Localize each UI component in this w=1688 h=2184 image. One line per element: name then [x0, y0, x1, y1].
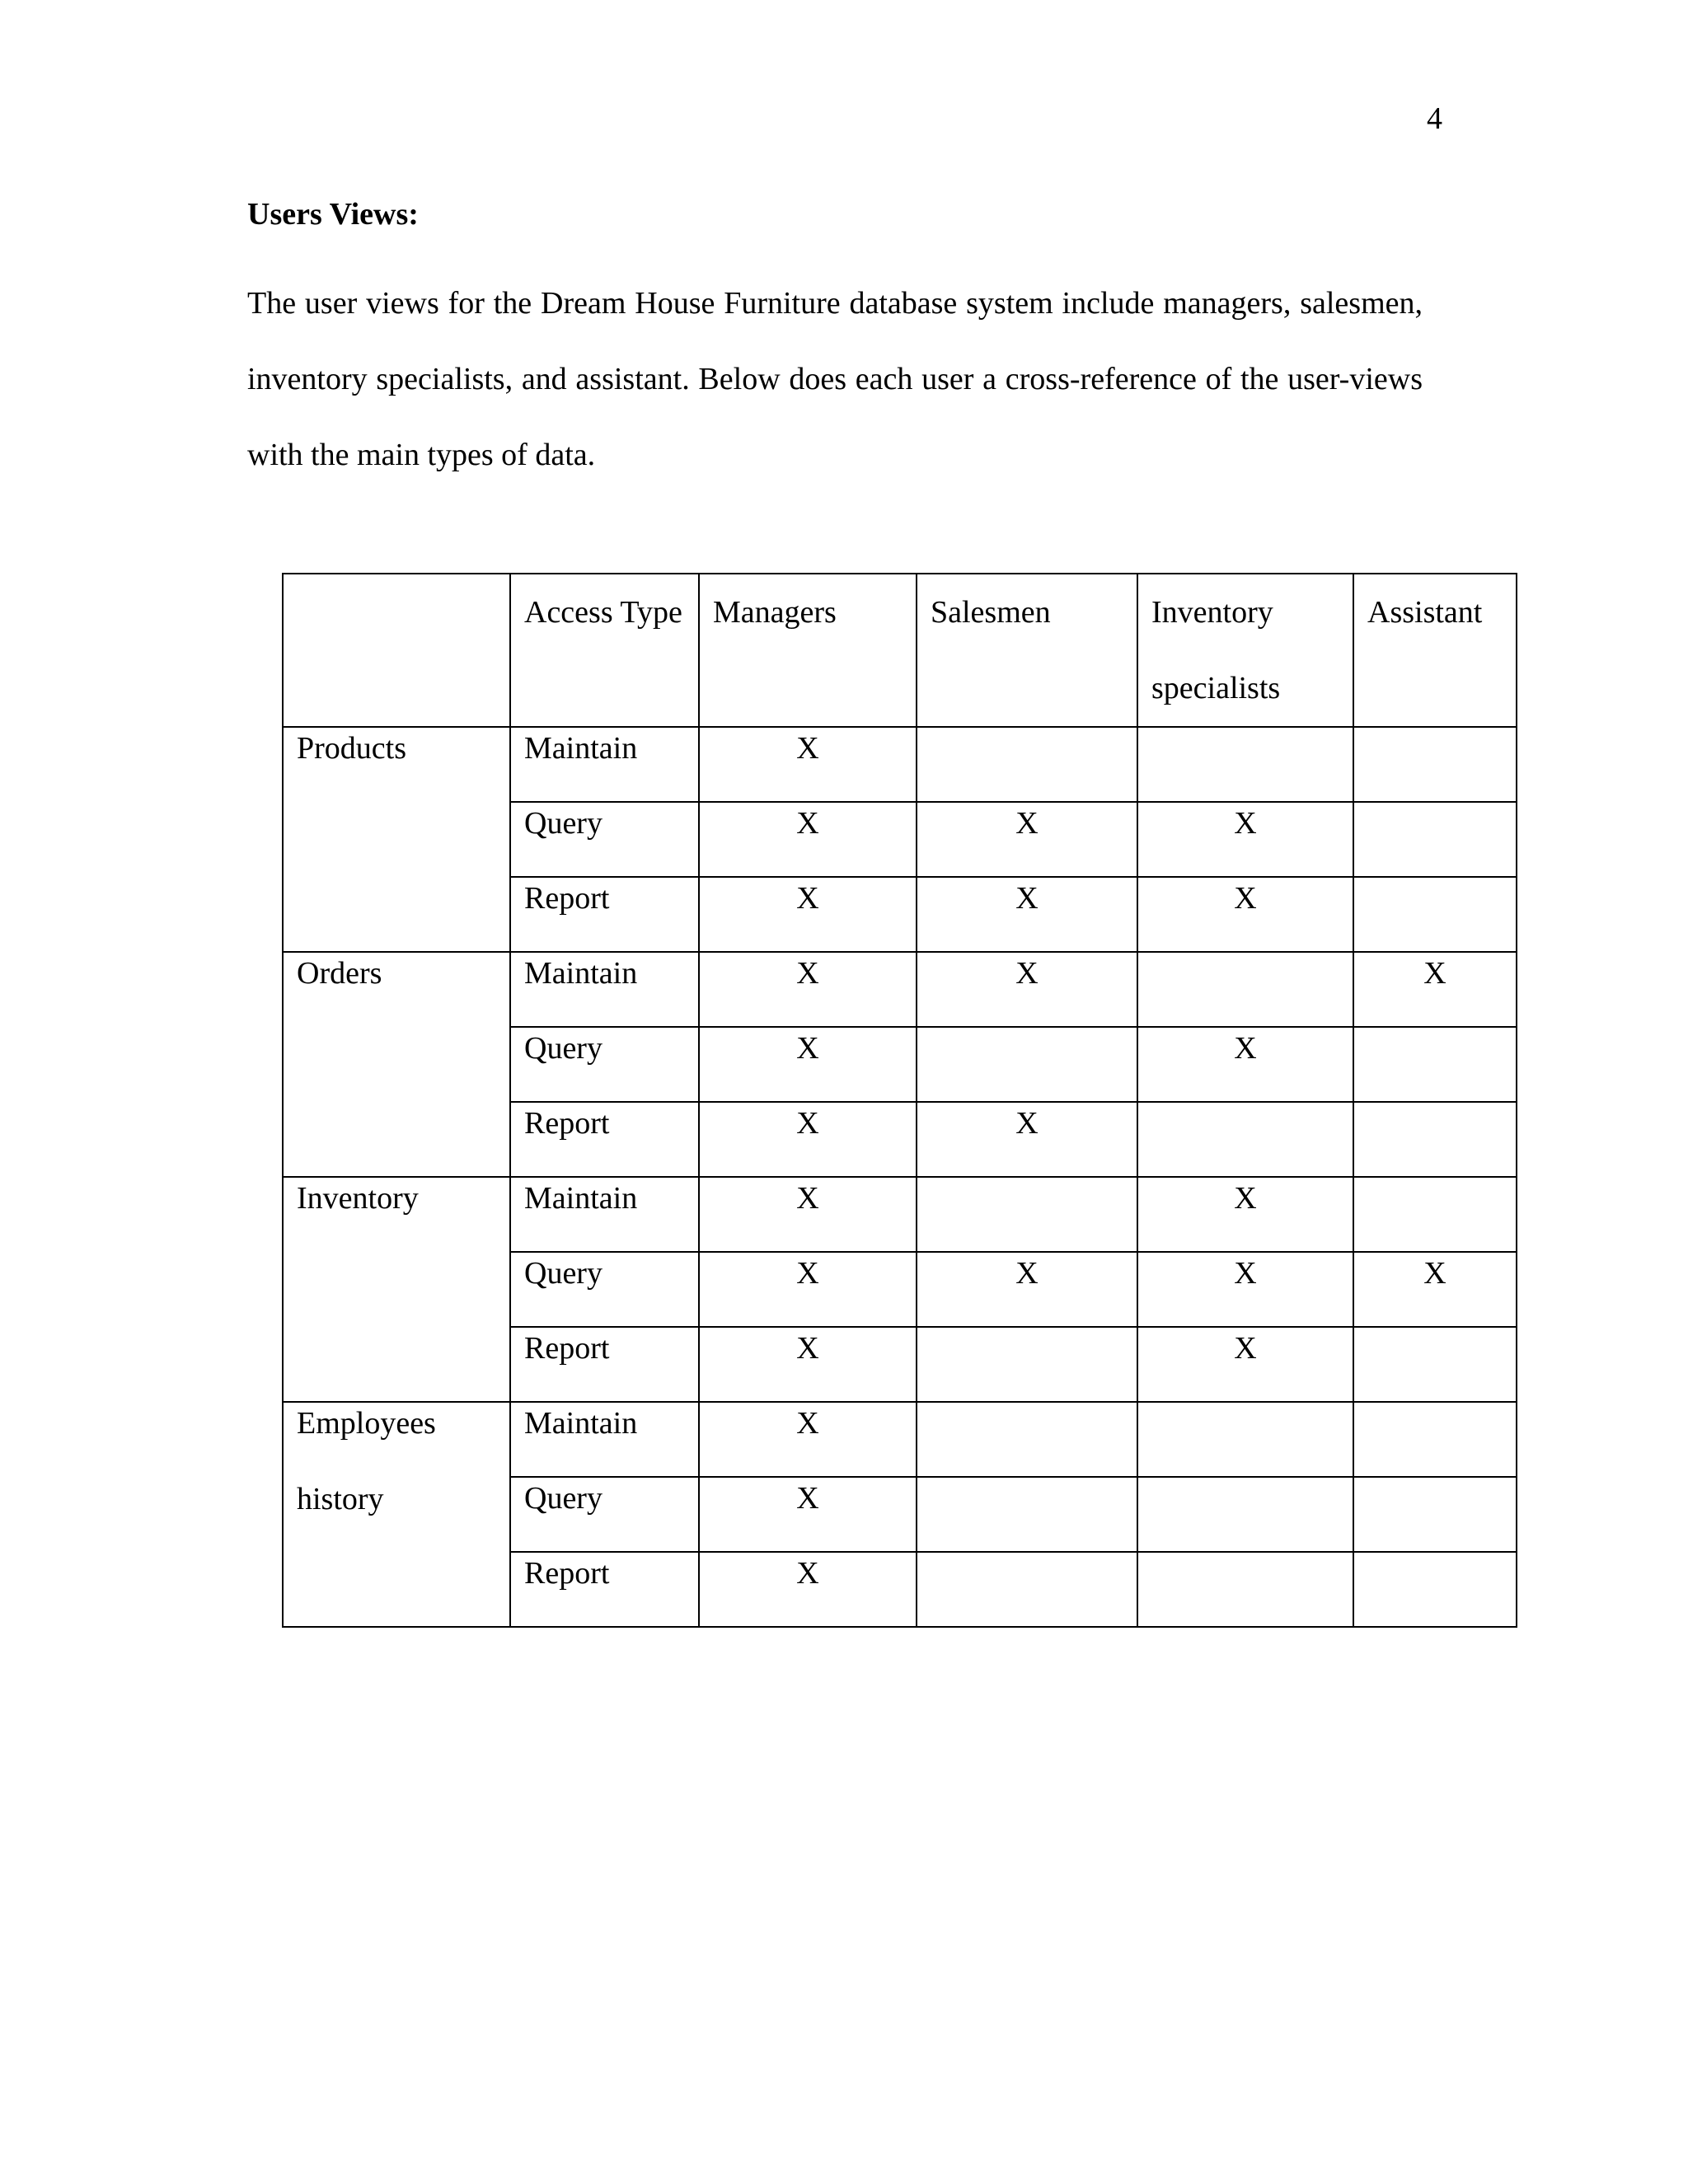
mark-cell-managers: X: [699, 802, 917, 877]
mark-cell-inventory-specialists: X: [1137, 1252, 1353, 1327]
mark-cell-inventory-specialists: X: [1137, 1327, 1353, 1402]
table-row: [283, 727, 1517, 802]
access-type-cell: Report: [510, 1327, 699, 1402]
mark-cell-salesmen: [917, 727, 1137, 802]
mark-cell-inventory-specialists: [1137, 1477, 1353, 1552]
mark-cell-assistant: [1353, 877, 1517, 952]
header-cell-assistant: Assistant: [1353, 574, 1517, 727]
category-label: Orders: [297, 956, 382, 991]
mark-cell-managers: X: [699, 1552, 917, 1627]
mark-cell-managers: X: [699, 1477, 917, 1552]
mark-cell-salesmen: [917, 1177, 1137, 1252]
access-type-cell: Report: [510, 877, 699, 952]
mark-cell-inventory-specialists: [1137, 1102, 1353, 1177]
section-paragraph: The user views for the Dream House Furniture database system include managers, salesmen, inventory specialists, and assistant. Below does each user a cross-reference of the user-views with the main types of data.: [247, 286, 1423, 472]
access-type-cell: Report: [510, 1102, 699, 1177]
mark-cell-managers: X: [699, 1177, 917, 1252]
mark-cell-inventory-specialists: X: [1137, 877, 1353, 952]
mark-cell-inventory-specialists: [1137, 952, 1353, 1027]
table-row: [283, 1402, 1517, 1477]
mark-cell-salesmen: [917, 1477, 1137, 1552]
header-cell-managers: Managers: [699, 574, 917, 727]
mark-cell-salesmen: [917, 1327, 1137, 1402]
mark-cell-salesmen: [917, 1552, 1137, 1627]
mark-cell-assistant: X: [1353, 952, 1517, 1027]
mark-cell-salesmen: [917, 1402, 1137, 1477]
access-type-cell: Query: [510, 1027, 699, 1102]
category-label: Inventory: [297, 1181, 419, 1216]
mark-cell-assistant: [1353, 1327, 1517, 1402]
mark-cell-managers: X: [699, 1402, 917, 1477]
category-cell: [283, 1402, 510, 1627]
access-type-cell: Query: [510, 802, 699, 877]
mark-cell-managers: X: [699, 877, 917, 952]
header-cell-access-type: Access Type: [510, 574, 699, 727]
user-views-table: [282, 573, 1517, 1628]
access-type-cell: Maintain: [510, 1177, 699, 1252]
user-views-table-body: [283, 574, 1517, 1627]
mark-cell-assistant: [1353, 802, 1517, 877]
page-number: 4: [1427, 101, 1442, 136]
header-cell-inventory-specialists: Inventory specialists: [1137, 574, 1353, 727]
category-cell: [283, 727, 510, 952]
mark-cell-assistant: [1353, 1477, 1517, 1552]
access-type-cell: Maintain: [510, 1402, 699, 1477]
access-type-cell: Query: [510, 1477, 699, 1552]
mark-cell-salesmen: X: [917, 952, 1137, 1027]
mark-cell-inventory-specialists: X: [1137, 1027, 1353, 1102]
mark-cell-inventory-specialists: [1137, 1552, 1353, 1627]
category-cell: [283, 952, 510, 1177]
mark-cell-salesmen: [917, 1027, 1137, 1102]
mark-cell-managers: X: [699, 1327, 917, 1402]
mark-cell-inventory-specialists: [1137, 1402, 1353, 1477]
mark-cell-assistant: [1353, 1552, 1517, 1627]
mark-cell-salesmen: X: [917, 877, 1137, 952]
access-type-cell: Maintain: [510, 952, 699, 1027]
mark-cell-assistant: [1353, 1102, 1517, 1177]
mark-cell-salesmen: X: [917, 1102, 1137, 1177]
category-label: Employees history: [297, 1406, 436, 1516]
section-heading: Users Views:: [247, 197, 419, 232]
access-type-cell: Maintain: [510, 727, 699, 802]
mark-cell-inventory-specialists: [1137, 727, 1353, 802]
header-cell-salesmen: Salesmen: [917, 574, 1137, 727]
access-type-cell: Query: [510, 1252, 699, 1327]
category-cell: [283, 1177, 510, 1402]
mark-cell-assistant: [1353, 727, 1517, 802]
mark-cell-assistant: X: [1353, 1252, 1517, 1327]
mark-cell-managers: X: [699, 952, 917, 1027]
mark-cell-inventory-specialists: X: [1137, 802, 1353, 877]
mark-cell-managers: X: [699, 1027, 917, 1102]
mark-cell-assistant: [1353, 1027, 1517, 1102]
category-label: Products: [297, 731, 406, 766]
mark-cell-salesmen: X: [917, 1252, 1137, 1327]
mark-cell-managers: X: [699, 727, 917, 802]
mark-cell-assistant: [1353, 1177, 1517, 1252]
access-type-cell: Report: [510, 1552, 699, 1627]
table-header-row: [283, 574, 1517, 727]
mark-cell-managers: X: [699, 1102, 917, 1177]
mark-cell-assistant: [1353, 1402, 1517, 1477]
header-cell-empty: [283, 574, 510, 727]
table-row: [283, 952, 1517, 1027]
mark-cell-inventory-specialists: X: [1137, 1177, 1353, 1252]
mark-cell-managers: X: [699, 1252, 917, 1327]
table-row: [283, 1177, 1517, 1252]
mark-cell-salesmen: X: [917, 802, 1137, 877]
